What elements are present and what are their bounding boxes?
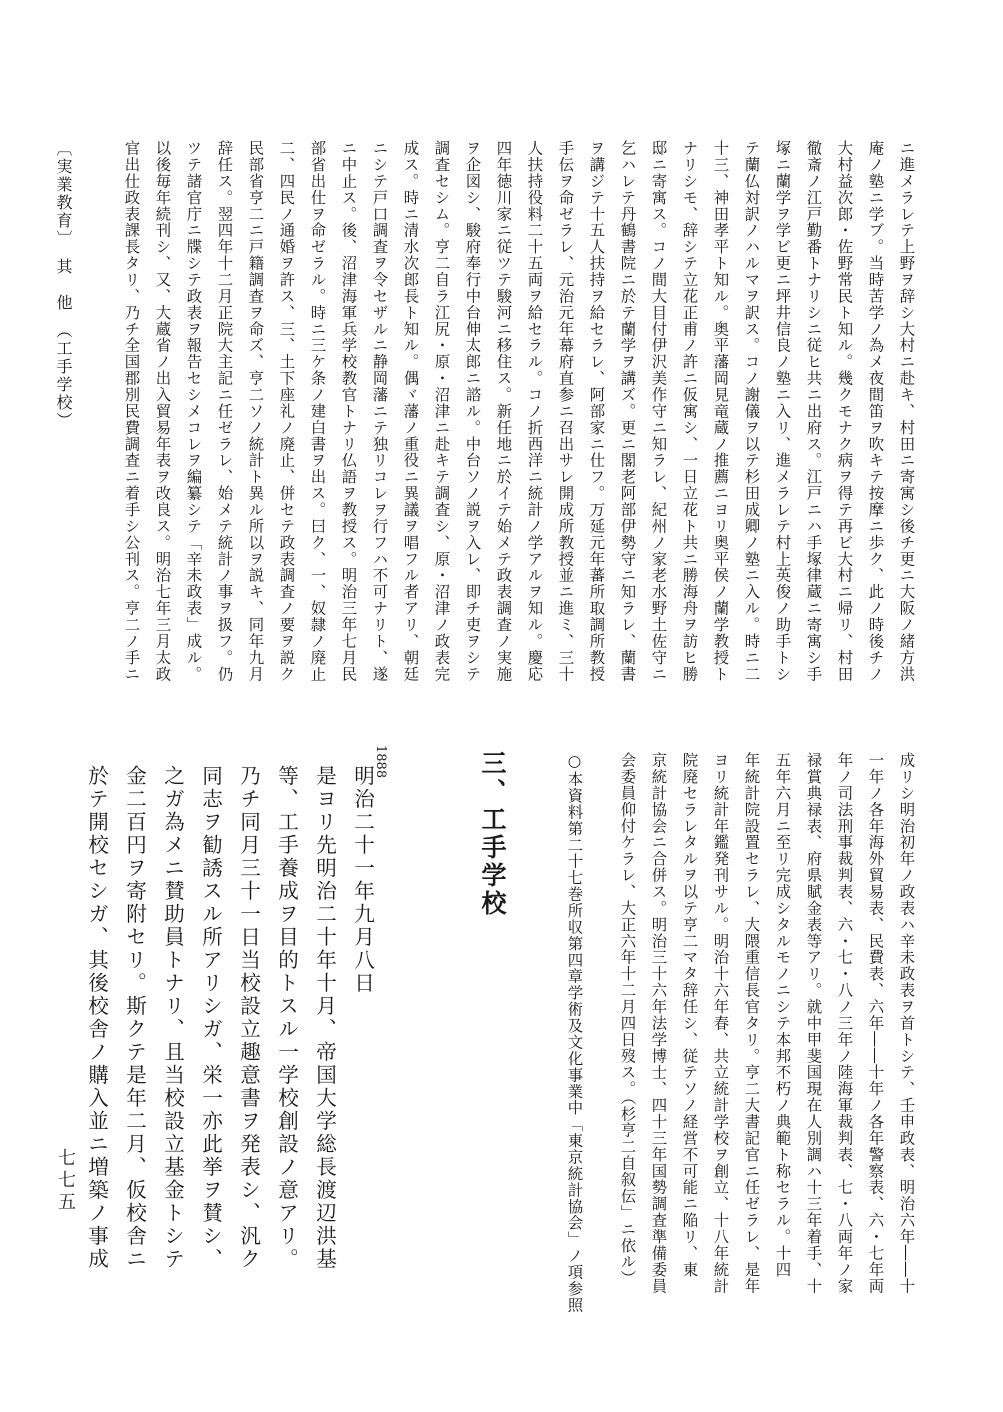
text-column: ツテ諸官庁ニ牒シテ政表ヲ報告セシメコレヲ編纂シテ「辛未政表」成ル。 <box>184 140 203 683</box>
text-column: 金二百円ヲ寄附セリ。斯クテ是年二月、仮校舎ニ <box>122 765 147 1271</box>
text-column: 禄賞典禄表、府県賦金表等アリ。就中甲斐国現在人別調ハ十三年着手、十 <box>804 752 823 1295</box>
text-column: 同志ヲ勧誘スル所アリシガ、栄一亦此挙ヲ賛シ、 <box>198 765 223 1271</box>
text-column: ニ進メラレテ上野ヲ辞シ大村ニ赴キ、村田ニ寄寓シ後チ更ニ大阪ノ緒方洪 <box>897 140 916 683</box>
text-column: 成リシ明治初年ノ政表ハ辛未政表ヲ首トシテ、壬申政表、明治六年――十 <box>897 752 916 1295</box>
text-column: 塚ニ蘭学ヲ学ビ更ニ坪井信良ノ塾ニ入リ、進メラレテ村上英俊ノ助手トシ <box>773 140 792 683</box>
text-column: 成ス。時ニ清水次郎長ト知ル。偶ヾ藩ノ重役ニ異議ヲ唱フル者アリ、朝廷 <box>401 140 420 683</box>
text-column: 四年徳川家ニ従ツテ駿河ニ移住ス。新任地ニ於イテ始メテ政表調査ノ実施 <box>494 140 513 683</box>
text-column: 邸ニ寄寓ス。コノ間大目付伊沢美作守ニ知ラレ、紀州ノ家老水野土佐守ニ <box>649 140 668 683</box>
text-column: ヨリ統計年鑑発刊サル。明治十六年春、共立統計学校ヲ創立、十八年統計 <box>711 752 730 1295</box>
text-column: 於テ開校セシガ、其後校舎ノ購入並ニ増築ノ事成 <box>84 765 109 1271</box>
page-number: 七七五 <box>55 1148 76 1214</box>
text-column: 人扶持役料二十五両ヲ給セラル。コノ折西洋ニ統計ノ学アルヲ知ル。慶応 <box>525 140 544 683</box>
text-column: 官出仕政表課長タリ、乃チ全国郡別民費調査ニ着手シ公刊ス。亨二ノ手ニ <box>122 140 141 683</box>
section-heading: 三、工手学校 <box>478 750 507 918</box>
text-column: 以後毎年続刊シ、又、大蔵省ノ出入貿易年表ヲ改良ス。明治七年三月太政 <box>153 140 172 683</box>
text-column: 一年ノ各年海外貿易表、民費表、六年――十年ノ各年警察表、六・七年両 <box>866 752 885 1295</box>
text-column: 乃チ同月三十一日当校設立趣意書ヲ発表シ、汎ク <box>236 765 261 1271</box>
text-column: 五年六月ニ至リ完成シタルモノニシテ本邦不朽ノ典範ト称セラル。十四 <box>773 752 792 1278</box>
text-column: ヲ企図シ、駿府奉行中台伸太郎ニ諮ル。中台ソノ説ヲ入レ、即チ吏ヲシテ <box>463 140 482 683</box>
text-column: 民部省亨二ニ戸籍調査ヲ命ズ、亨二ソノ統計ト異ル所以ヲ説キ、同年九月 <box>246 140 265 683</box>
text-column: 大村益次郎・佐野常民ト知ル。幾クモナク病ヲ得テ再ビ大村ニ帰リ、村田 <box>835 140 854 683</box>
text-column: 手伝ヲ命ゼラレ、元治元年幕府直参ニ召出サレ開成所教授並ニ進ミ、三十 <box>556 140 575 683</box>
text-column: 京統計協会ニ合併ス。明治三十六年法学博士、四十三年国勢調査準備委員 <box>649 752 668 1295</box>
text-column: 徹斎ノ江戸勤番トナリシニ従ヒ共ニ出府ス。江戸ニハ手塚律蔵ニ寄寓シ手 <box>804 140 823 683</box>
year-annotation: 1888 <box>373 745 388 779</box>
text-column: 会委員仰付ケラレ、大正六年十二月四日歿ス。（杉亨二自叙伝」ニ依ル） <box>618 752 637 1287</box>
text-column: 年ノ司法刑事裁判表、六・七・八ノ三年ノ陸海軍裁判表、七・八両年ノ家 <box>835 752 854 1295</box>
text-column: 調査セシム。亨二自ラ江尻・原・沼津ニ赴キテ調査シ、原・沼津ノ政表完 <box>432 140 451 683</box>
text-column: 部省出仕ヲ命ゼラル。時ニ三ケ条ノ建白書ヲ出ス。曰ク、一、奴隷ノ廃止 <box>308 140 327 683</box>
text-column: ニ中止ス。後、沼津海軍兵学校教官トナリ仏語ヲ教授ス。明治三年七月民 <box>339 140 358 683</box>
reference-note: ○本資料第二十七巻所収第四章学術及文化事業中「東京統計協会」ノ項参照 <box>565 752 584 1314</box>
text-column: 辞任ス。翌四年十二月正院大主記ニ任ゼラレ、始メテ統計ノ事ヲ扱フ。仍 <box>215 140 234 683</box>
text-column: 二、四民ノ通婚ヲ許ス、三、土下座礼ノ廃止、併セテ政表調査ノ要ヲ説ク <box>277 140 296 683</box>
text-column: 是ヨリ先明治二十年十月、帝国大学総長渡辺洪基 <box>312 765 337 1271</box>
text-column: 庵ノ塾ニ学ブ。当時苦学ノ為メ夜間笛ヲ吹キテ按摩ニ歩ク、此ノ時後チノ <box>866 140 885 683</box>
text-column: 之ガ為メニ賛助員トナリ、且当校設立基金トシテ <box>160 765 185 1271</box>
text-column: 十三、神田孝平ト知ル。奥平藩岡見竜蔵ノ推薦ニヨリ奥平侯ノ蘭学教授ト <box>711 140 730 683</box>
text-column: ナリシモ、辞シテ立花正甫ノ許ニ仮寓シ、一日立花ト共ニ勝海舟ヲ訪ヒ勝 <box>680 140 699 683</box>
date-line: 明治二十一年九月八日 <box>350 765 375 995</box>
text-column: ヲ講ジテ十五人扶持ヲ給セラレ、阿部家ニ仕フ。万延元年蕃所取調所教授 <box>587 140 606 683</box>
text-column: 年統計院設置セラレ、大隈重信長官タリ。亨二大書記官ニ任ゼラレ、是年 <box>742 752 761 1295</box>
text-column: ニシテ戸口調査ヲ令セザルニ静岡藩ニテ独リコレヲ行フハ不可ナリト、遂 <box>370 140 389 683</box>
text-column: 等、工手養成ヲ目的トスル一学校創設ノ意アリ。 <box>274 765 299 1271</box>
text-column: テ蘭仏対訳ノハルマヲ訳ス。コノ謝儀ヲ以テ杉田成卿ノ塾ニ入ル。時ニ二 <box>742 140 761 683</box>
text-column: 乞ハレテ丹鶴書院ニ於テ蘭学ヲ講ズ。更ニ閣老阿部伊勢守ニ知ラレ、蘭書 <box>618 140 637 683</box>
running-header: 〔実業教育〕 其 他 （工手学校） <box>54 140 73 430</box>
text-column: 院廃セラレタルヲ以テ亨二マタ辞任シ、従テソノ経営不可能ニ陥リ、東 <box>680 752 699 1278</box>
